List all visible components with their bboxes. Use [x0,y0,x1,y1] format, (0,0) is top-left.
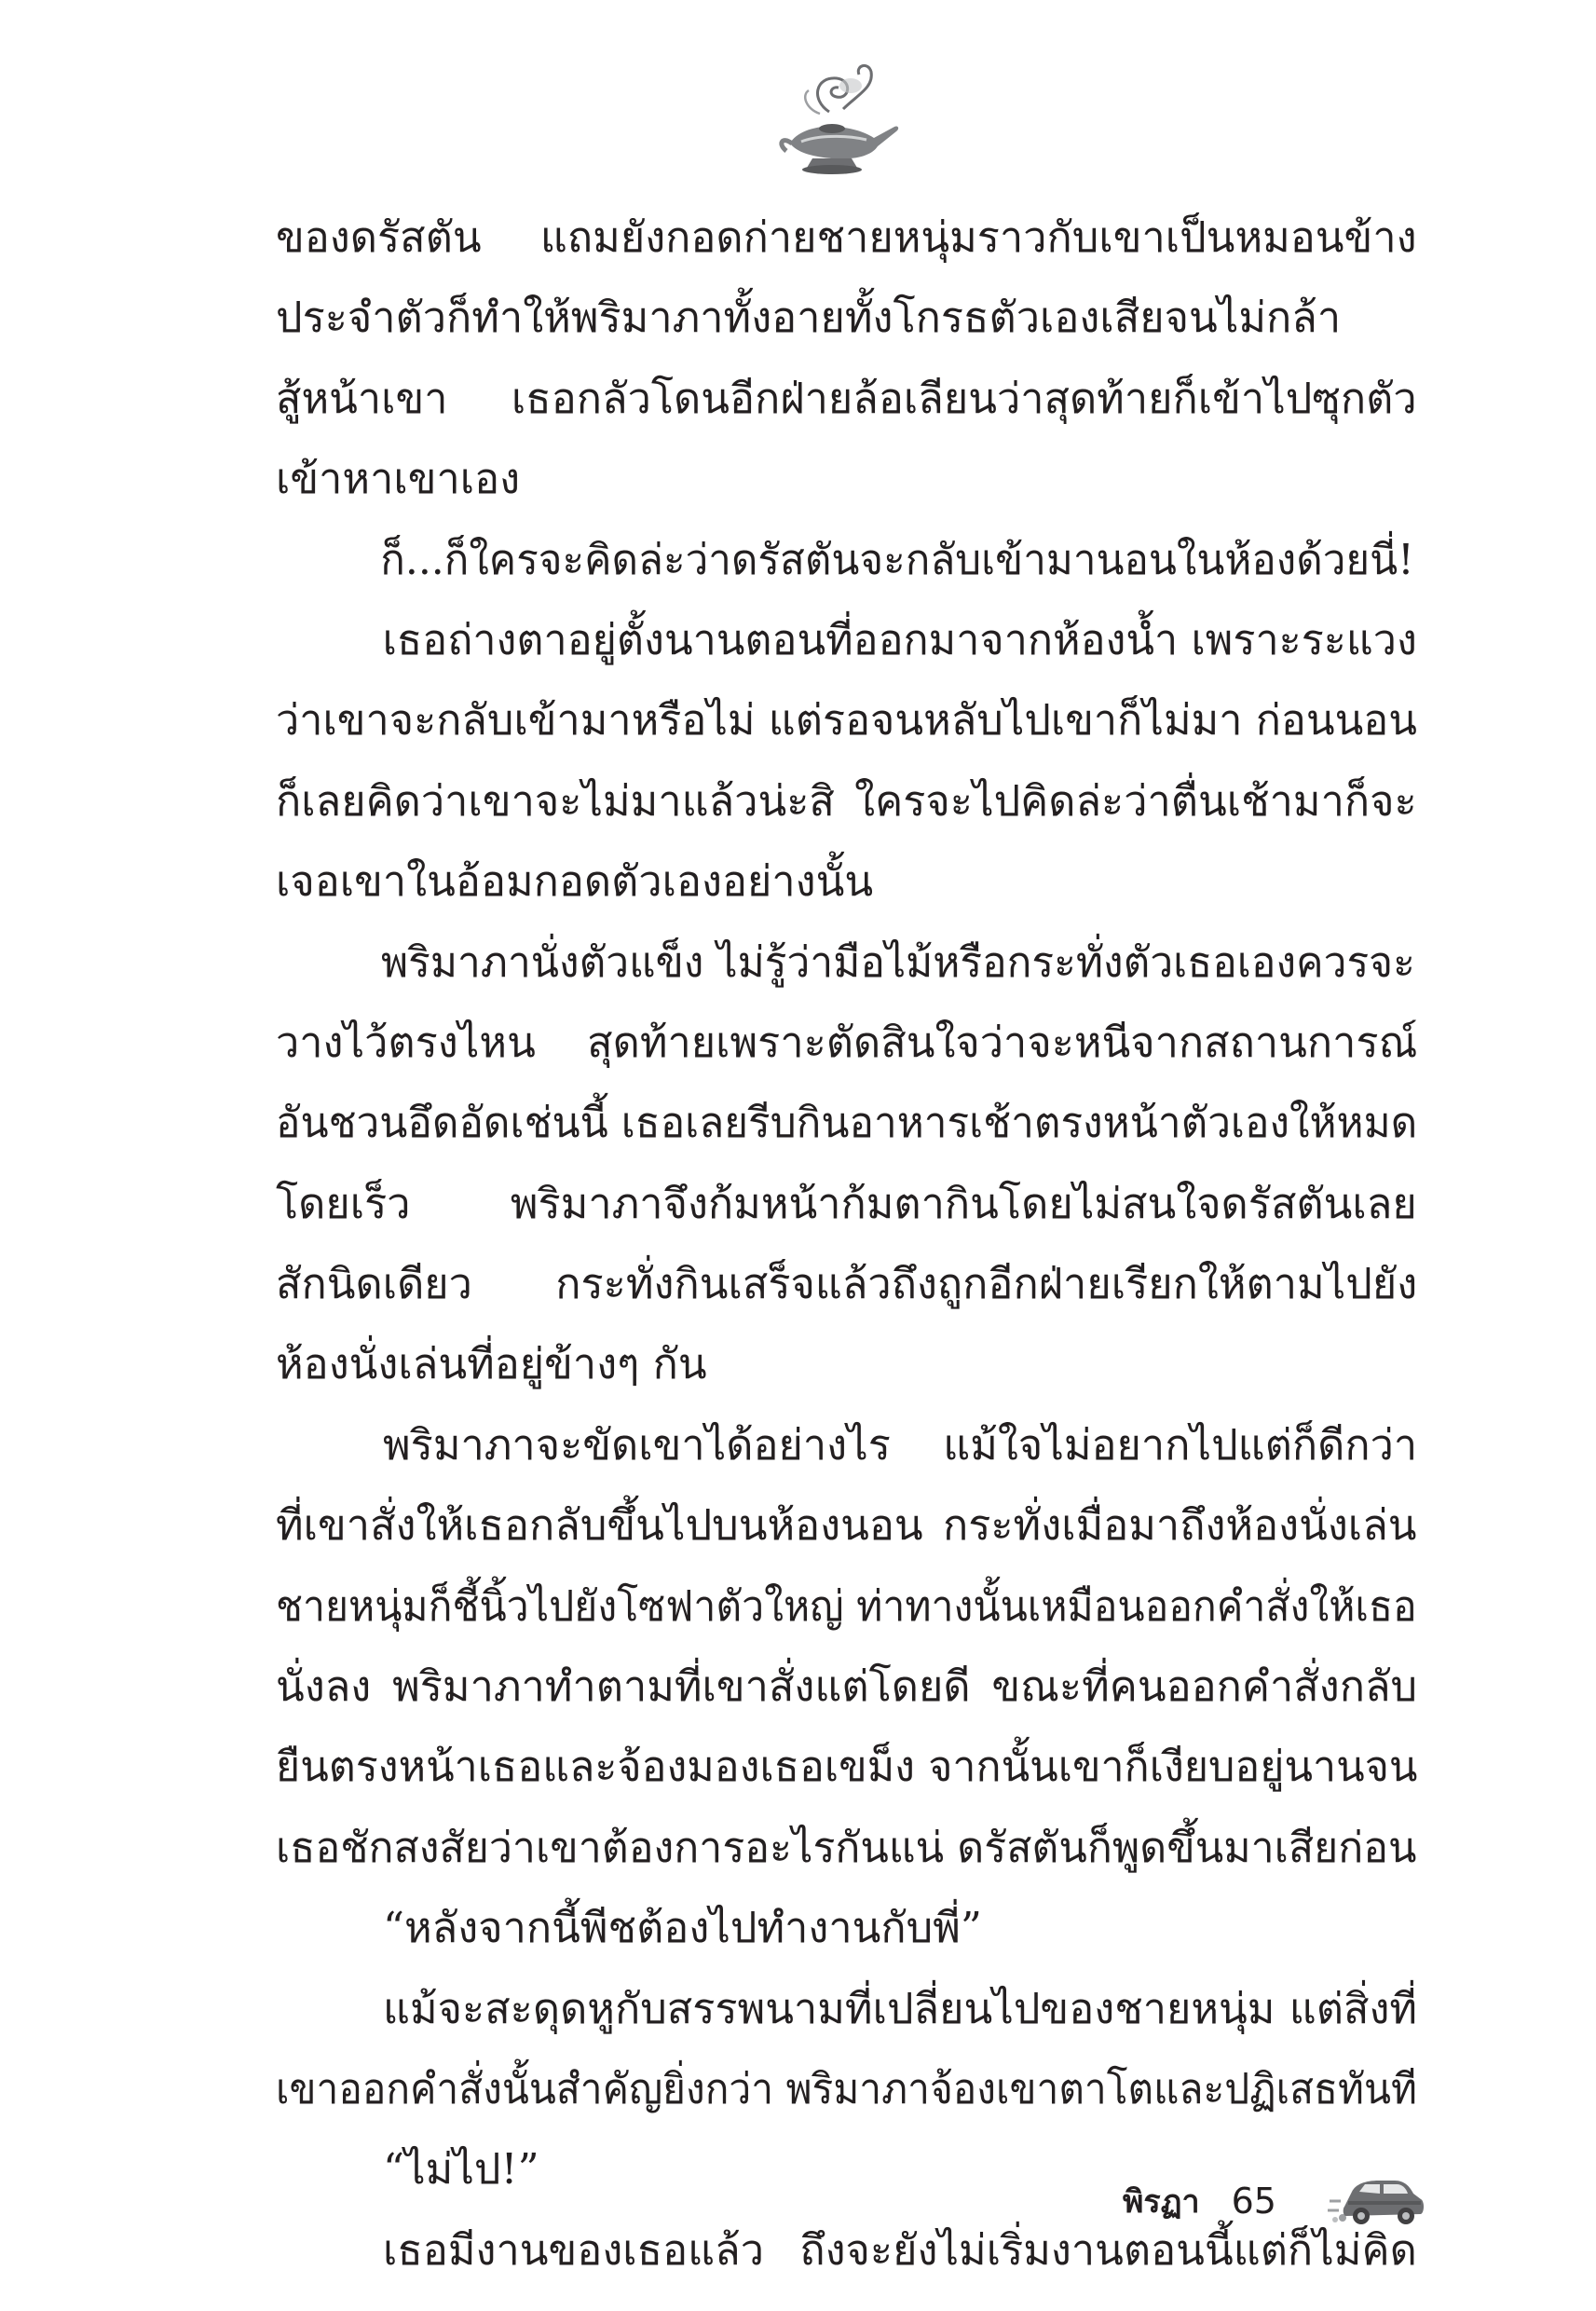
text-line: เธอมีงานของเธอแล้ว ถึงจะยังไม่เริ่มงานตอนนี้แต่ก็ไม่คิด [383,2224,1417,2275]
text-line: วางไว้ตรงไหน สุดท้ายเพราะตัดสินใจว่าจะหนีจากสถานการณ์ [276,1017,1418,1067]
text-line: ยืนตรงหน้าเธอและจ้องมองเธอเขม็ง จากนั้นเขาก็เงียบอยู่นานจน [276,1742,1418,1792]
text-line: อันชวนอึดอัดเช่นนี้ เธอเลยรีบกินอาหารเช้าตรงหน้าตัวเองให้หมด [276,1098,1418,1148]
text-line: เจอเขาในอ้อมกอดตัวเองอย่างนั้น [276,856,874,907]
text-line: เธอชักสงสัยว่าเขาต้องการอะไรกันแน่ ดรัสตันก็พูดขึ้นมาเสียก่อน [276,1822,1417,1872]
text-line: เข้าหาเขาเอง [276,454,521,504]
text-line: พริมาภาจะขัดเขาได้อย่างไร แม้ใจไม่อยากไปแต่ก็ดีกว่า [383,1419,1418,1470]
text-line: เขาออกคำสั่งนั้นสำคัญยิ่งกว่า พริมาภาจ้องเขาตาโตและปฏิเสธทันที [276,2063,1417,2113]
text-line: เธอถ่างตาอยู่ตั้งนานตอนที่ออกมาจากห้องน้ำ เพราะระแวง [382,614,1417,664]
text-line: พริมาภานั่งตัวแข็ง ไม่รู้ว่ามือไม้หรือกระทั่งตัวเธอเองควรจะ [380,937,1415,987]
magic-lamp-icon [764,58,904,179]
text-line: ก็...ก็ใครจะคิดล่ะว่าดรัสตันจะกลับเข้ามานอนในห้องด้วยนี่! [380,534,1414,584]
text-line: สู้หน้าเขา เธอกลัวโดนอีกฝ่ายล้อเลียนว่าสุดท้ายก็เข้าไปซุกตัว [276,373,1417,423]
text-line: ประจำตัวก็ทำให้พริมาภาทั้งอายทั้งโกรธตัวเองเสียจนไม่กล้า [276,293,1342,343]
text-line: ของดรัสตัน แถมยังกอดก่ายชายหนุ่มราวกับเขาเป็นหมอนข้าง [276,212,1417,262]
page-number: 65 [1231,2181,1276,2222]
page-footer [1123,2164,1276,2238]
text-line: ที่เขาสั่งให้เธอกลับขึ้นไปบนห้องนอน กระทั่งเมื่อมาถึงห้องนั่งเล่น [276,1500,1417,1551]
body-text [276,198,1417,2290]
text-line: โดยเร็ว พริมาภาจึงก้มหน้าก้มตากินโดยไม่สนใจดรัสตันเลย [276,1178,1417,1228]
text-line: “หลังจากนี้พีชต้องไปทำงานกับพี่” [383,1903,982,1953]
text-line: สักนิดเดียว กระทั่งกินเสร็จแล้วถึงถูกอีกฝ่ายเรียกให้ตามไปยัง [276,1259,1418,1309]
book-title: พิรฏา [1123,2183,1200,2221]
text-line: “ไม่ไป!” [383,2144,539,2195]
text-line: ห้องนั่งเล่นที่อยู่ข้างๆ กัน [276,1339,707,1389]
text-line: ก็เลยคิดว่าเขาจะไม่มาแล้วน่ะสิ ใครจะไปคิดล่ะว่าตื่นเช้ามาก็จะ [276,775,1417,826]
text-line: นั่งลง พริมาภาทำตามที่เขาสั่งแต่โดยดี ขณะที่คนออกคำสั่งกลับ [276,1661,1418,1712]
car-icon [1328,2164,1425,2229]
text-line: ชายหนุ่มก็ชี้นิ้วไปยังโซฟาตัวใหญ่ ท่าทางนั้นเหมือนออกคำสั่งให้เธอ [276,1580,1417,1631]
text-line: ว่าเขาจะกลับเข้ามาหรือไม่ แต่รอจนหลับไปเขาก็ไม่มา ก่อนนอน [276,695,1417,745]
text-line: แม้จะสะดุดหูกับสรรพนามที่เปลี่ยนไปของชายหนุ่ม แต่สิ่งที่ [383,1983,1418,2033]
